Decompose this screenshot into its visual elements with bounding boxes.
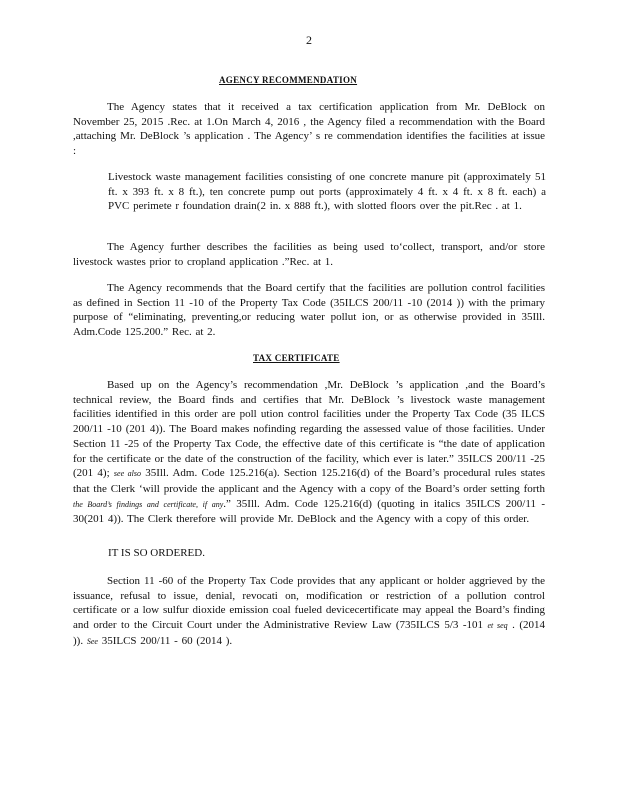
paragraph-board-findings <box>73 378 545 527</box>
paragraph-appeal-rights <box>73 574 545 650</box>
paragraph-agency-recommends: The Agency recommends that the Board certify that the facilities are pollution control facilities as defined in Section 11 -10 of the Property Tax Code (35ILCS 200/11 -10 (2014 )) with the primary purpose of “eliminating, preventing,or reducing water pollut ion, or as otherwise provided in 35Ill. Adm.Code 125.200.” Rec. at 2. <box>73 282 545 339</box>
paragraph-intro: The Agency states that it received a tax certification application from Mr. DeBlock on November 25, 2015 .Rec. at 1.On March 4, 2016 , the Agency filed a recommendation with the Board ,attaching Mr. DeBlock ’s application . The Agency’ s re commendation identifies the facilities at issue : <box>73 101 545 158</box>
appeal-text-a: Section 11 -60 of the Property Tax Code provides that any applicant or holder aggrieved by the issuance, refusal to issue, denial, revocati on, modification or restriction of a pollution control certificate or a low sulfur dioxide emission coal fueled devicecertificate may appeal the Board’s finding and order to the Circuit Court under the Administrative Review Law (735ILCS 5/3 -101 <box>73 575 545 632</box>
findings-text-c: .” 35Ill. Adm. Code 125.216(d) (quoting in italics 35ILCS 200/11 - 30(201 4)). The Clerk therefore will provide Mr. DeBlock and the Agency with a copy of this order. <box>73 497 545 526</box>
et-seq-citation: et seq <box>487 621 508 631</box>
appeal-text-b: . (2014 )). <box>73 619 545 647</box>
see-also-citation: see also <box>113 469 141 479</box>
see-citation: See <box>86 636 98 646</box>
tax-certificate-heading: TAX CERTIFICATE <box>253 353 340 363</box>
paragraph-agency-description: The Agency further describes the facilities as being used to‘collect, transport, and/or store livestock wastes prior to cropland application .”Rec. at 1. <box>73 241 545 268</box>
findings-text-b: 35Ill. Adm. Code 125.216(a). Section 125.216(d) of the Board’s procedural rules states that the Clerk ‘will provide the applicant and the Agency with a copy of the Board’s order setting forth <box>73 467 546 495</box>
agency-recommendation-heading: AGENCY RECOMMENDATION <box>219 75 358 85</box>
so-ordered-line: IT IS SO ORDERED. <box>108 547 205 559</box>
appeal-text-c: 35ILCS 200/11 - 60 (2014 ). <box>101 634 233 647</box>
italic-quotation: the Board’s findings and certificate, if any <box>73 499 224 509</box>
page-number: 2 <box>306 33 312 47</box>
block-quote-facilities: Livestock waste management facilities consisting of one concrete manure pit (approximately 51 ft. x 393 ft. x 8 ft.), ten concrete pump out ports (approximately 4 ft. x 4 ft. x 8 ft. each) a PVC perimete r foundation drain(2 in. x 888 ft.), with slotted floors over the pit.Rec . at 1. <box>108 171 546 213</box>
findings-text-a: Based up on the Agency’s recommendation ,Mr. DeBlock ’s application ,and the Board’s technical review, the Board finds and certifies that Mr. DeBlock ’s livestock waste management facilities identified in this order are poll ution control facilities under the Property Tax Code (35 ILCS 200/11 -10 (201 4)). The Board makes nofinding regarding the assessed value of those facilities. Under Section 11 -25 of the Property Tax Code, the effective date of this certificate is “the date of application for the certificate or the date of the construction of the facility, which ever is later.” 35ILCS 200/11 -25 (201 4); <box>73 379 545 480</box>
